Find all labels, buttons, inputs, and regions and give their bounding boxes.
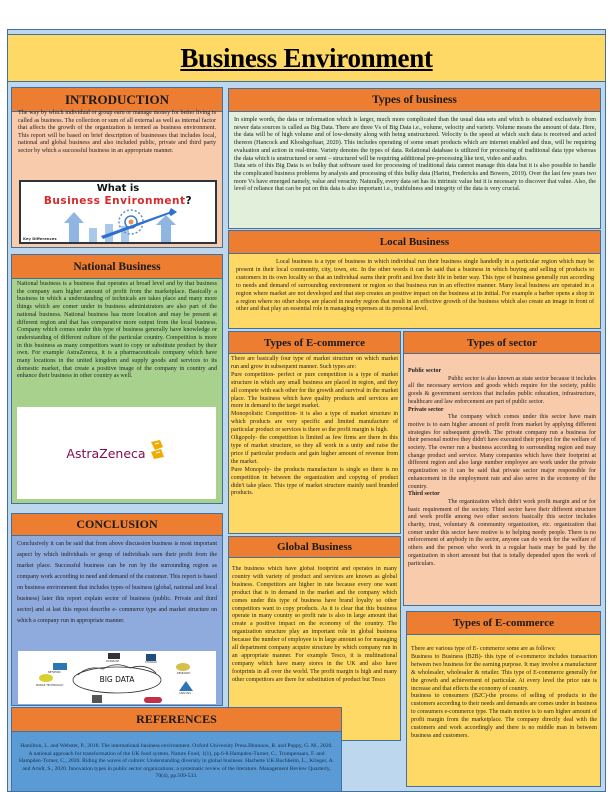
astrazeneca-logo — [17, 407, 216, 499]
types-of-sector-heading-text: Types of sector — [466, 336, 538, 349]
node-research: RESEARCH — [177, 672, 191, 675]
image-caption: Key Differences — [23, 236, 57, 241]
references-heading-text: REFERENCES — [136, 712, 217, 726]
national-business-text: National business is a business that operates at broad level and by that business the company earn higher amount of profit from the marketplace. Basically a business in which a understanding of technicals are takes place and many more things which are comer under in business administrators are also part of the national business. National business has more location and may be present at different region and that has comparative more output from the local business. Company which comes under this type of business generally have knowledge or understanding of different culture of the particular country. Competition is more in this business as many competitors want to copy or substitute product by their own. For example AstraZeneca, it is a pharmaceuticals company which have many locations in the united kingdom and supply goods and services to its domestic market, that create a positive image of the company in country and enhance their business in other country as well. — [17, 281, 217, 380]
market-structure-heading-text: Types of E-commerce — [263, 336, 365, 349]
introduction-heading — [11, 87, 223, 112]
big-data-label: BIG DATA — [99, 675, 135, 684]
third-sector-text: The organization which didn't work profit margin and or for basic requirement of the society. Third sector have their different structure and work profile among two other sectors basically this sector includes charity, trust, voluntary & community organization, etc. organization that comer under this sector have motive is to helping needy people. There is no enforcement of anybody in the sector, anyone can do work for the welfare of others and the person who work in a regular basis may be paid by the organization in short amount but that is totally depended upon the work of particulars. — [408, 498, 596, 567]
astrazeneca-logo-text: AstraZeneca — [66, 445, 146, 461]
conclusion-heading — [11, 513, 223, 536]
node-analysis: ANALYSIS — [179, 692, 191, 695]
conclusion-text: Conclusively it can be said that from above discussion business is most important aspect by which individuals or group of individuals earn their profit from the market place. Successful business can be run by the surrounding region as company work according to need and demand of the customer. This report is based on business environment that includes types of business (global, national and local business) later this report explain sector of business (public. Private and third sector) and at last this repost describe e- commerce type and market structure on which a company run in appropriate manner. — [17, 541, 217, 624]
ecommerce-types-heading — [406, 611, 601, 635]
local-business-heading — [228, 230, 601, 254]
local-business-heading-text: Local Business — [379, 236, 450, 248]
page-title: Business Environment — [180, 42, 433, 73]
node-mobile: MOBILE TECHNOLOGY — [36, 684, 64, 687]
types-of-business-heading — [228, 88, 601, 112]
introduction-text: The way by which individual or group earn or manage money for better living is called as business. The collection or sum of all external as well as internal factor that affects the growth of the organization is termed as business environment. This report will be based on brief description of businesses that includes local, national and global business and also included public, private and third party sector by which a successful business in an appropriate manner. — [18, 110, 216, 154]
types-of-business-heading-text: Types of business — [372, 94, 457, 106]
ecommerce-types-text: There are various type of E- commerce some are as follows: Business to Business (B2B)- this type of e-commerce includes transaction between two business for the earning purpose. It may involve a manufacturer & wholesaler, wholesaler & retailer. This type of E-commerce generally for the growth and achievement of particular. At every level the price rate is increase and that effects the economy of country. business to consumers (B2C)-the process of selling of products to the customers according to their needs and demands are comes under in business to consumers e-commerce type. The main motive is to earn higher amount of profit margin from the marketplace. The company directly deal with the customers and work accordingly and there is no middle man in between business and customers. — [411, 646, 597, 739]
global-business-heading — [228, 536, 401, 558]
image-line-1: What is — [96, 183, 140, 194]
references-text: Hamilton, L. and Webster, P., 2018. The international business environment. Oxford University Press.Bhunnoo, R. and Poppy, G. M., 2020. A national approach for transformation of the UK food system. Nature Food, 1(1), pp.6-8.Hampden-Turner, C., Trompenaars, F. and Hampden-Turner, C., 2020. Riding the waves of culture: Understanding diversity in global business. Hachette UK.Buchheim, L., Krieger, A. and Arndt, S., 2020. Innovation types in public sector organizations: a systematic review of the literature. Management Review Quarterly, 70(4), pp.509-533. — [18, 743, 335, 780]
national-business-heading — [11, 254, 223, 279]
image-line-2: Business Environment — [43, 195, 186, 207]
global-business-heading-text: Global Business — [277, 541, 352, 553]
node-storage: STORAGE — [145, 661, 157, 664]
types-of-sector-text — [408, 368, 596, 568]
public-sector-title: Public sector — [408, 368, 442, 374]
node-database: DATABASE — [106, 660, 120, 663]
astrazeneca-emblem-icon — [147, 439, 167, 461]
references-heading — [11, 707, 342, 732]
private-sector-title: Private sector — [408, 406, 444, 413]
market-structure-text: There are basically four type of market structure on which market run and grow in subsequent manner. Such types are: Pure competition- perfect or pure competition is a type of market structure in which any small business are placed in region, and they all compete with each other for the growth and survival in the market place. The business which have quality products and services are more in demand to the target market. Monopolistic Competition- it is also a type of market structure in which products are very specific and limited manufacture of particular product or services is there so the profit margin is high. Oligopoly- the competition is limited as few firms are there in this type of market structure, so they all work in a unity and raise the price if particular products and gain higher amount of revenue from the market. Pure Monopoly- the products manufacture is single so there is no competition in between the organization and copying of product didn't take place. This type of market structure mainly used branded products. — [231, 356, 398, 497]
types-of-sector-heading — [403, 331, 601, 354]
ecommerce-types-heading-text: Types of E-commerce — [452, 617, 554, 629]
local-business-text: Local business is a type of business in which individual run their business single handedly in a particular region which may be present in their local community, city, town, etc. In the other words it can be said that a business in which buying and selling of products to customers in its own locality so that an individual earns their profit and live their life in better way. This type of business generally run according to needs and demand of surrounding environment or region so that business run in an effective manner. Many local business are operated in a region where market are not developed and that step creates an positive impact on the business at its initial. For example a barber opens a shop in a region where no other shops are placed in nearby region that result in an effective growth of the business which also create an image in front of other and that play an essential role in managing expenses at its personal level. — [236, 259, 594, 313]
third-sector-title: Third sector — [408, 491, 440, 498]
types-of-business-text: In simple words, the data or information which is larger, much more complicated than the usual data sets and which is obtained exclusively from newer data sources is called as Big Data. There are three Vs of Big Data i.e., volume, velocity and variety. Volume means the amount of data. Here, the data will be of high volume and of low-density along with being unstructured. Velocity is the speed at which such data is received and acted thereon (Hancock and Khoshgoftaar, 2020). This includes operating of some smart products which are internet enabled and thus, will be requiring evaluation and action in real-time. Variety denotes the types of data. Relational database is utilized for processing of traditional data type whereas the data which is unstructured or semi – structured will be requiring additional pre-processing like text, video and audio. Data sets of this Big Data is so bulky that software used for processing of traditional data cannot manage this data but it is also possible to handle the complicated business problems by analysis and processing of this bulky data (Harini, Fredericks and Bowers, 2019). Over the last few years two more Vs have emerged namely, value and veracity. Naturally, every data set has its intrinsic value but it is necessary to discover that value. Also, the level of reliance that can be put on this data is also important i.e., truthfulness and integrity of the data is very crucial. — [234, 117, 596, 193]
big-data-image — [18, 651, 216, 704]
image-qmark: ? — [185, 195, 193, 207]
introduction-heading-text: INTRODUCTION — [64, 91, 169, 107]
business-environment-image — [19, 180, 217, 244]
title-banner — [8, 34, 605, 82]
conclusion-heading-text: CONCLUSION — [76, 517, 158, 531]
private-sector-text: The company which comes under this sector have main motive is to earn higher amount of profit from market by applying different strategies for subsequent growth. The private company run a business for their personal motive they didn't have executed their project for the welfare of society. The owner run a business according to surrounding region and may change product and service. Many companies which have their footprint at different region and also large number employee are work under the private organization so it can be said that private sector major responsible for enhancement in the employment rate and also serve in the economy of the country. — [408, 414, 596, 490]
public-sector-text: Public sector is also known as state sector because it includes all the necessary services and goods which require for the society, public goods & government services that includes public education, infrastructure, healthcare and law enforcement are part of public sector. — [408, 375, 596, 405]
market-structure-heading — [228, 331, 401, 354]
global-business-text: The business which have global footprint and operates in many country with variety of product and services are known as global business. Competitors are higher in rate because every one want product that is in demand in the market and the company which comes under this type of business have brand loyalty so other competitors want to copy products. As it is clear that this business operate in many country so profit rate is also in large amount that create a positive impact on the economy of the country. The organization structure play an important role in global business because the number of employee is in large amount so for managing all department company acquire structure by which company run in an appropriate manner. For example Tesco, it is multinational company which have many stores in the UK and also have footprints in all over the world. The profit margin is high and many other competitors are there for substitution of product but Tesco — [232, 566, 397, 683]
national-business-heading-text: National Business — [73, 260, 161, 273]
node-network: NETWORK — [48, 671, 61, 674]
